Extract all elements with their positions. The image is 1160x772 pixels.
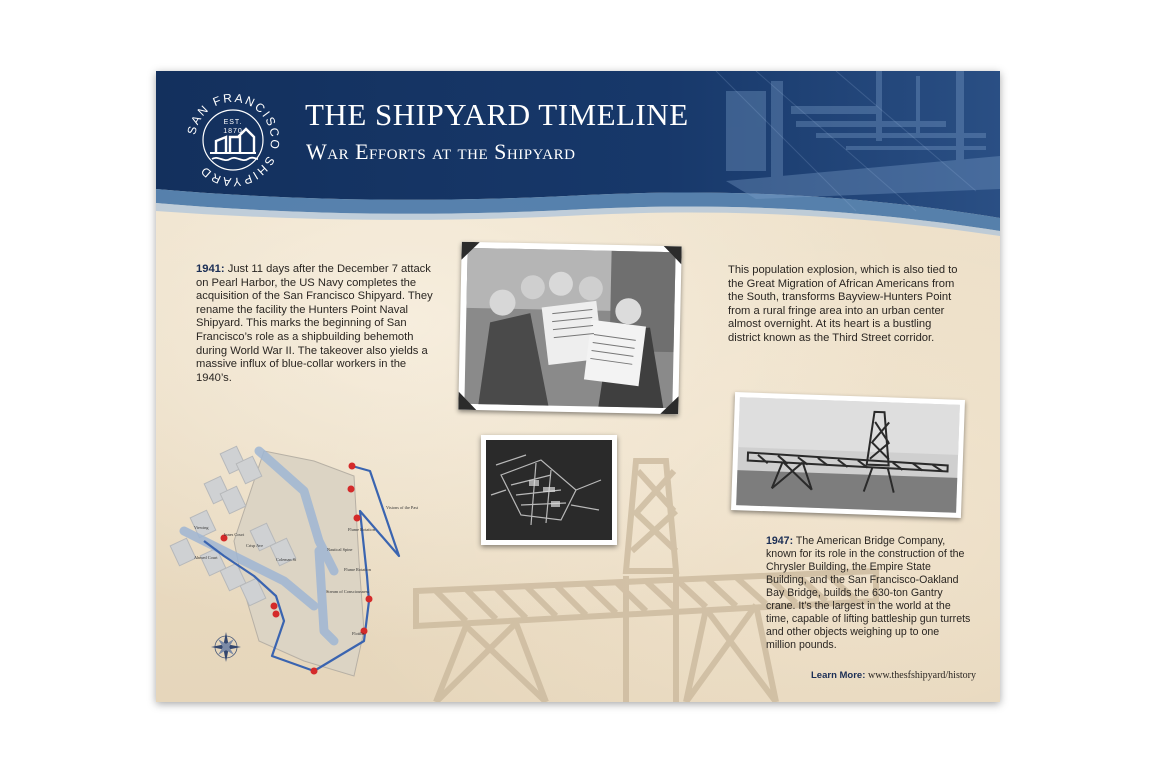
map-label-stream-of-consciousness: Stream of Consciousness: [326, 589, 370, 594]
aerial-shipyard-photo: [481, 435, 617, 545]
sign-panel: [156, 71, 1000, 702]
shipyard-logo: [186, 93, 280, 187]
map-label-ahmed-court: Ahmed Court: [194, 555, 218, 560]
map-label-nautical-spine: Nautical Spine: [327, 547, 353, 552]
text-1947-body: The American Bridge Company, known for its role in the construction of the Chrysler Building, the Empire State Building, and the San Francisco-Oakland Bay Bridge, builds the 630-ton Gantry crane. It’s the largest in the world at the time, capable of lifting battleship gun turrets and other objects weighing up to one million pounds.: [766, 535, 971, 651]
map-label-flotilla: Flotilla: [352, 631, 365, 636]
logo-ring-text: AN FRANCIS SHIPYARD: [188, 93, 280, 187]
map-label-flume-rotation-1: Flume Rotation: [348, 527, 375, 532]
compass-rose-icon: [211, 632, 241, 662]
year-1941: 1941:: [196, 263, 225, 275]
shipyard-map: [164, 431, 424, 701]
map-label-coleman-st: Coleman St: [276, 557, 297, 562]
logo-emblem: [186, 93, 280, 187]
year-1947: 1947:: [766, 535, 794, 547]
learn-more-label: Learn More:: [811, 670, 866, 681]
text-population-body: This population explosion, which is also tied to the Great Migration of African Americans from the South, transforms Bayview-Hunters Point from a rural fringe area into an urban center almost overnight. At its heart is a bustling district known as the Third Street corridor.: [728, 264, 958, 344]
learn-more: [811, 670, 976, 681]
text-1941-body: Just 11 days after the December 7 attack on Pearl Harbor, the US Navy completes the acquisition of the San Francisco Shipyard. They rename the facility the Hunters Point Naval Shipyard. This marks the beginning of San Francisco’s role as a shipbuilding behemoth during World War II. The takeover also yields a massive influx of blue-collar workers in the 1940’s.: [196, 263, 433, 384]
page-subtitle: War Efforts at the Shipyard: [306, 139, 576, 164]
logo-est: EST.: [223, 119, 243, 126]
map-label-visions-of-the-past: Visions of the Past: [386, 505, 419, 510]
text-population: [728, 264, 963, 346]
header-band: [156, 71, 1000, 236]
gantry-crane-photo: [731, 392, 965, 518]
logo-year: 1870: [223, 128, 243, 135]
learn-more-url[interactable]: www.thesfshipyard/history: [868, 670, 976, 681]
map-label-innes-court: Innes Court: [224, 532, 245, 537]
sailors-newspaper-photo: [458, 242, 681, 415]
map-label-flume-rotation-2: Flume Rotation: [344, 567, 371, 572]
map-label-viewing: Viewing: [194, 525, 209, 530]
map-label-crisp-ave: Crisp Ave: [246, 543, 263, 548]
text-1941: [196, 263, 436, 385]
text-1947: [766, 535, 971, 652]
page-title: THE SHIPYARD TIMELINE: [305, 97, 689, 132]
